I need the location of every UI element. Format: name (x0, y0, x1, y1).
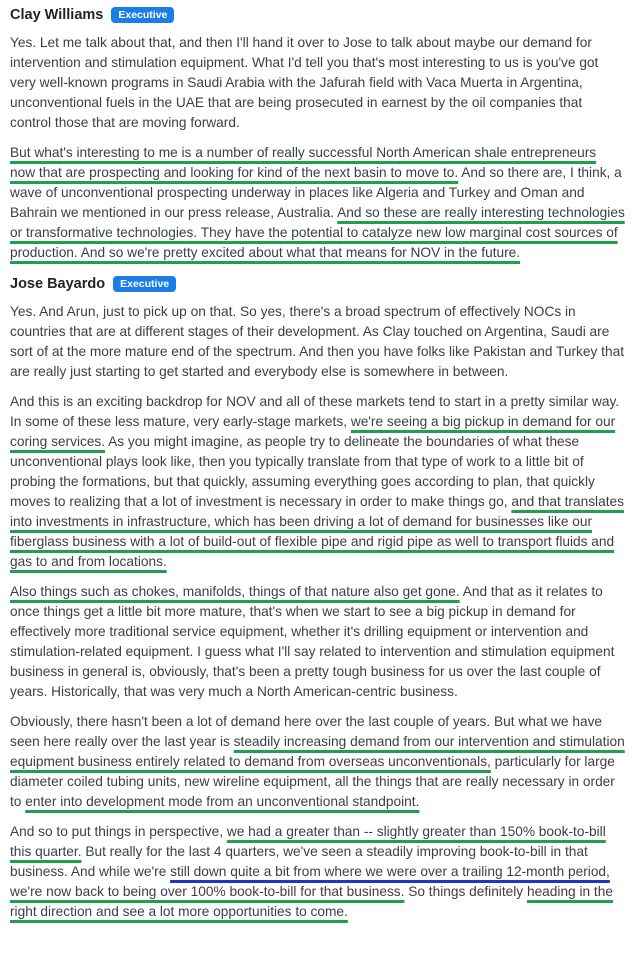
highlight-blue[interactable]: still down quite a bit from where we were over a trailing 12-month period, (170, 864, 610, 879)
role-badge: Executive (111, 7, 174, 23)
text-segment: So things definitely (404, 884, 527, 899)
text-segment: And this is an exciting backdrop for NOV and all of these markets tend to start in a pretty similar way. In some of these less mature, very early-stage markets, (10, 394, 620, 429)
text-segment: And that as it relates to once things get a little bit more mature, that's when we start to see a big pickup in demand for effectively more traditional service equipment, whether it's drilling equipment or intervention and stimulation-related equipment. I guess what I'll say related to intervention and stimulation equipment business in general is, obviously, that's been a pretty tough business for us over the last couple of years. Historically, that was very much a North American-centric business. (10, 584, 615, 699)
turn-jose-bayardo (10, 273, 625, 922)
paragraph (10, 822, 625, 922)
highlight-green[interactable]: Also things such as chokes, manifolds, things of that nature also get gone. (10, 584, 460, 599)
highlight-green[interactable]: we're now back to being over 100% book-to-bill for that business. (10, 884, 405, 899)
text-segment: And so there are, I think, a wave of unconventional prospecting underway in places like Algeria and Turkey and Oman and Bahrain we mentioned in our press release, Australia. (10, 165, 622, 220)
speaker-name[interactable]: Jose Bayardo (10, 276, 106, 292)
paragraph (10, 33, 625, 133)
highlight-green[interactable]: enter into development mode from an unconventional standpoint. (25, 794, 420, 809)
text-segment: But really for the last 4 quarters, we've seen a steadily improving book-to-bill in that business. And while we're (10, 844, 588, 879)
text-segment: particularly for large diameter coiled tubing units, new wireline equipment, all the things that are really necessary in order to (10, 754, 615, 809)
speaker-header (10, 273, 625, 295)
text-segment: And so to put things in perspective, (10, 824, 227, 839)
highlight-green[interactable]: heading in the right direction and see a lot more opportunities to come. (10, 884, 613, 919)
paragraph (10, 392, 625, 572)
highlight-green[interactable]: And so these are really interesting technologies or transformative technologies. They have the potential to catalyze new low marginal cost sources of production. And so we're pretty excited about what that means for NOV in the future. (10, 205, 625, 260)
turn-clay-williams (10, 4, 625, 263)
text-segment: Yes. And Arun, just to pick up on that. So yes, there's a broad spectrum of effectively NOCs in countries that are at different stages of their development. As Clay touched on Argentina, Saudi are sort of at the more mature end of the spectrum. And then you have folks like Pakistan and Turkey that are really just starting to get started and everybody else is somewhere in between. (10, 304, 624, 379)
speaker-header (10, 4, 625, 26)
highlight-green[interactable]: and that translates into investments in infrastructure, which has been driving a lot of demand for businesses like our fiberglass business with a lot of build-out of flexible pipe and rigid pipe as well to transport fluids and gas to and from locations. (10, 494, 624, 569)
paragraph (10, 143, 625, 263)
text-segment: As you might imagine, as people try to delineate the boundaries of what these unconventional plays look like, then you typically translate from that type of work to a little bit of probing the formations, but that quickly, assuming everything goes according to plan, that quickly moves to realizing that a lot of investment is necessary in order to make things go, (10, 434, 595, 509)
text-segment: Obviously, there hasn't been a lot of demand here over the last couple of years. But what we have seen here really over the last year is (10, 714, 603, 749)
highlight-green[interactable]: we're seeing a big pickup in demand for our coring services. (10, 414, 616, 449)
highlight-green[interactable]: we had a greater than -- slightly greater than 150% book-to-bill this quarter. (10, 824, 606, 859)
paragraph (10, 712, 625, 812)
paragraph (10, 302, 625, 382)
paragraph (10, 582, 625, 702)
text-segment: Yes. Let me talk about that, and then I'll hand it over to Jose to talk about maybe our demand for intervention and stimulation equipment. What I'd tell you that's most interesting to us is you've got very well-known programs in Saudi Arabia with the Jafurah field with Vaca Muerta in Argentina, unconventional fuels in the UAE that are being prosecuted in earnest by the oil companies that control those that are moving forward. (10, 35, 599, 130)
highlight-green[interactable]: steadily increasing demand from our intervention and stimulation equipment business entirely related to demand from overseas unconventionals, (10, 734, 625, 769)
speaker-name[interactable]: Clay Williams (10, 7, 104, 23)
role-badge: Executive (113, 276, 176, 292)
highlight-green[interactable]: But what's interesting to me is a number of really successful North American shale entrepreneurs now that are prospecting and looking for kind of the next basin to move to. (10, 145, 597, 180)
